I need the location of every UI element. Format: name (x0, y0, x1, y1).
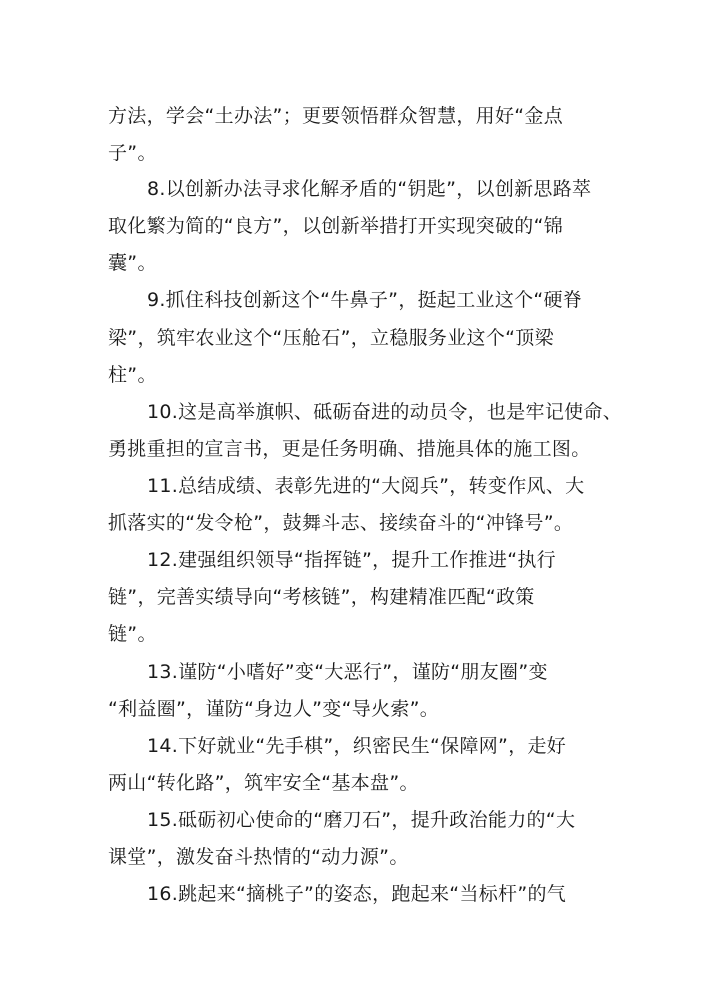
paragraph-line: 取化繁为简的“良方”，以创新举措打开实现突破的“锦 (108, 215, 564, 237)
paragraph-line: 两山“转化路”，筑牢安全“基本盘”。 (108, 772, 419, 794)
paragraph-line: 柱”。 (108, 364, 157, 386)
paragraph-line: 课堂”，激发奋斗热情的“动力源”。 (108, 846, 409, 868)
paragraph-line: 14.下好就业“先手棋”，织密民生“保障网”，走好 (147, 735, 567, 757)
paragraph-line: 12.建强组织领导“指挥链”，提升工作推进“执行 (147, 549, 556, 571)
paragraph-line: 11.总结成绩、表彰先进的“大阅兵”，转变作风、大 (147, 475, 585, 497)
paragraph-line: 8.以创新办法寻求化解矛盾的“钥匙”，以创新思路萃 (147, 178, 592, 200)
paragraph-line: 勇挑重担的宣言书，更是任务明确、措施具体的施工图。 (108, 438, 591, 460)
paragraph-line: 链”，完善实绩导向“考核链”，构建精准匹配“政策 (108, 586, 535, 608)
paragraph-line: 子”。 (108, 142, 157, 164)
paragraph-line: 囊”。 (108, 252, 157, 274)
paragraph-line: 10.这是高举旗帜、砥砺奋进的动员令，也是牢记使命、 (147, 401, 623, 423)
paragraph-line: 链”。 (108, 623, 157, 645)
paragraph-line: 梁”，筑牢农业这个“压舱石”，立稳服务业这个“顶梁 (108, 327, 554, 349)
paragraph-line: 15.砥砺初心使命的“磨刀石”，提升政治能力的“大 (147, 809, 576, 831)
paragraph-line: “利益圈”，谨防“身边人”变“导火索”。 (108, 698, 440, 720)
paragraph-line: 13.谨防“小嗜好”变“大恶行”，谨防“朋友圈”变 (147, 661, 548, 683)
paragraph-line: 抓落实的“发令枪”，鼓舞斗志、接续奋斗的“冲锋号”。 (108, 512, 574, 534)
paragraph-line: 9.抓住科技创新这个“牛鼻子”，挺起工业这个“硬脊 (147, 289, 583, 311)
paragraph-line: 方法，学会“土办法”；更要领悟群众智慧，用好“金点 (108, 105, 564, 127)
paragraph-line: 16.跳起来“摘桃子”的姿态，跑起来“当标杆”的气 (147, 883, 567, 905)
